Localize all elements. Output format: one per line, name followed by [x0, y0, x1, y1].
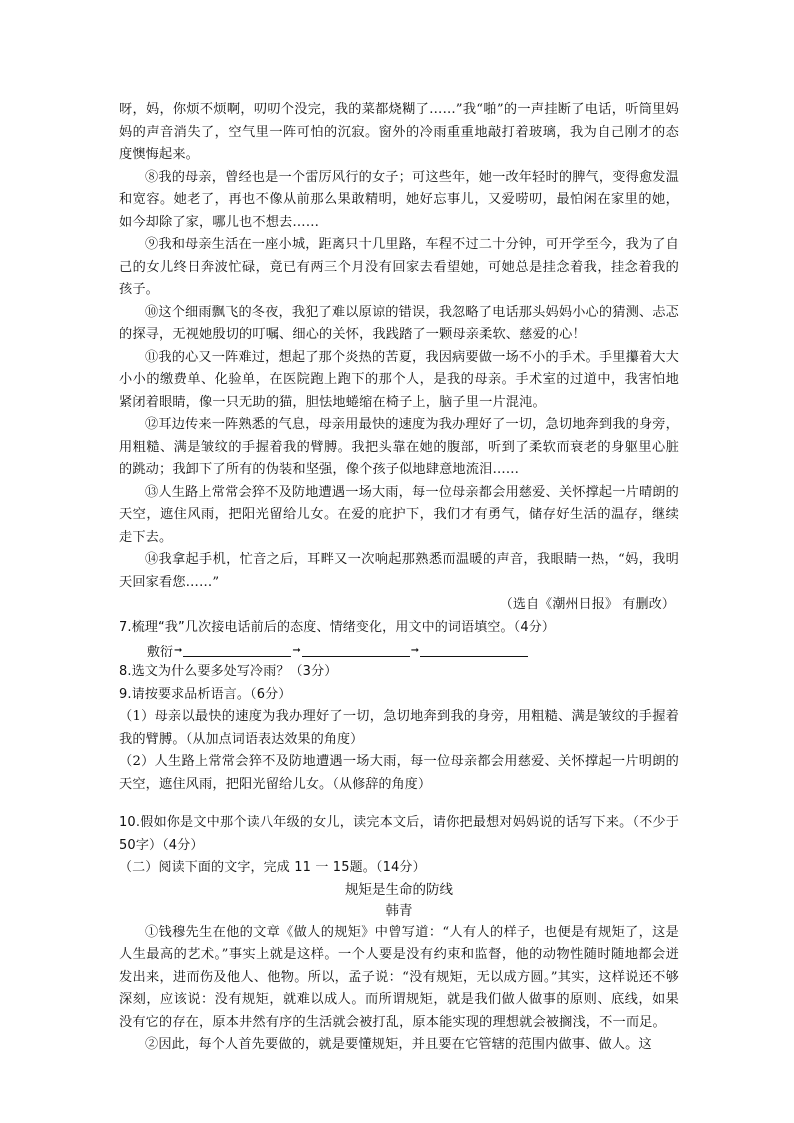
question-9-item-1 — [119, 706, 679, 751]
arrow-right-icon: ➞ — [174, 644, 183, 656]
question-7: 7.梳理“我”几次接电话前后的态度、情绪变化，用文中的词语填空。（4分） — [119, 619, 556, 635]
answer-blank-2[interactable] — [302, 644, 410, 657]
answer-blank-3[interactable] — [420, 644, 528, 657]
paragraph-13: ⑬人生路上常常会猝不及防地遭遇一场大雨，每一位母亲都会用慈爱、关怀撑起一片晴朗的天空，遮住风雨，把阳光留给儿女。在爱的庇护下，我们才有勇气，储存好生活的温存，继续走下去。 — [119, 484, 679, 545]
article-paragraph-1: ①钱穆先生在他的文章《做人的规矩》中曾写道：“人有人的样子，也便是有规矩了，这是人生最高的艺术。”事实上就是这样。一个人要是没有约束和监督，他的动物性随时随地都会迸发出来，进而伤及他人、他物。所以，孟子说：“没有规矩，无以成方圆。”其实，这样说还不够深刻，应该说：没有规矩，就难以成人。而所谓规矩，就是我们做人做事的原则、底线，如果没有它的存在，原本井然有序的生活就会被打乱，原本能实现的理想就会被搁浅，不一而足。 — [119, 924, 679, 1030]
article-author: 韩青 — [385, 902, 413, 919]
paragraph-8: ⑧我的母亲，曾经也是一个雷厉风行的女子；可这些年，她一改年轻时的脾气，变得愈发温和宽容。她老了，再也不像从前那么果敢精明，她好忘事儿，又爱唠叨，最怕闲在家里的她，如今却除了家，哪儿也不想去…… — [119, 169, 679, 230]
fill-start-word: 敷衍 — [147, 644, 174, 660]
answer-fill-row — [119, 639, 679, 661]
page-content — [119, 99, 679, 1057]
question-9-item-2-text: （2）人生路上常常会猝不及防地遭遇一场大雨，每一位母亲都会用慈爱、关怀撑起一片明朗的天空，遮住风雨，把阳光留给儿女。 — [119, 754, 679, 792]
answer-blank-1[interactable] — [183, 644, 291, 657]
spacer — [119, 796, 679, 812]
paragraph-12: ⑫耳边传来一阵熟悉的气息，母亲用最快的速度为我办理好了一切，急切地奔到我的身旁，用粗糙、满是皱纹的手握着我的臂膊。我把头靠在她的腹部，听到了柔软而衰老的身躯里心脏的跳动；我卸下了所有的伪装和坚强，像个孩子似地肆意地流泪…… — [119, 417, 679, 477]
question-9-item-1-requirement: （从加点词语表达效果的角度） — [185, 731, 364, 747]
paragraph-continued: 呀，妈，你烦不烦啊，叨叨个没完，我的菜都烧糊了……”我“啪”的一声挂断了电话，听筒里妈妈的声音消失了，空气里一阵可怕的沉寂。窗外的冷雨重重地敲打着玻璃，我为自己刚才的态度懊悔起来。 — [119, 102, 679, 162]
paragraph-9: ⑨我和母亲生活在一座小城，距离只十几里路，车程不过二十分钟，可开学至今，我为了自己的女儿终日奔波忙碌，竟已有两三个月没有回家去看望她，可她总是挂念着我，挂念着我的孩子。 — [119, 237, 679, 297]
paragraph-11: ⑪我的心又一阵难过，想起了那个炎热的苦夏，我因病要做一场不小的手术。手里攥着大大小小的缴费单、化验单，在医院跑上跑下的那个人，是我的母亲。手术室的过道中，我害怕地紧闭着眼睛，像一只无助的猫，胆怯地蜷缩在椅子上，脑子里一片混沌。 — [119, 349, 679, 410]
paragraph-14: ⑭我拿起手机，忙音之后，耳畔又一次响起那熟悉而温暖的声音，我眼睛一热，“妈，我明天回家看您……” — [119, 552, 679, 590]
arrow-right-icon: ➞ — [292, 644, 301, 656]
question-9-item-2 — [119, 751, 679, 796]
arrow-right-icon: ➞ — [410, 644, 420, 656]
article-paragraph-2: ②因此，每个人首先要做的，就是要懂规矩，并且要在它管辖的范围内做事、做人。这 — [145, 1037, 652, 1052]
section-2-intro: （二）阅读下面的文字，完成 11 一 15题。（14分） — [119, 860, 426, 875]
article-title: 规矩是生命的防线 — [345, 881, 453, 898]
paragraph-10: ⑩这个细雨飘飞的冬夜，我犯了难以原谅的错误，我忽略了电话那头妈妈小心的猜测、忐忑的探寻，无视她殷切的叮嘱、细心的关怀，我践踏了一颗母亲柔软、慈爱的心！ — [119, 304, 679, 342]
question-9-item-2-requirement: （从修辞的角度） — [332, 776, 432, 792]
question-9-item-1-text: （1）母亲以最快的速度为我办理好了一切，急切地奔到我的身旁，用粗糙、满是皱纹的手握着我的臂膊。 — [119, 709, 679, 747]
question-8: 8.选文为什么要多处写冷雨？（3分） — [119, 664, 338, 679]
question-9: 9.请按要求品析语言。（6分） — [119, 686, 292, 702]
question-10: 10.假如你是文中那个读八年级的女儿，读完本文后，请你把最想对妈妈说的话写下来。（不少于 50字）（4分） — [119, 815, 679, 853]
source-citation: （选自《潮州日报》 有删改） — [499, 597, 675, 612]
